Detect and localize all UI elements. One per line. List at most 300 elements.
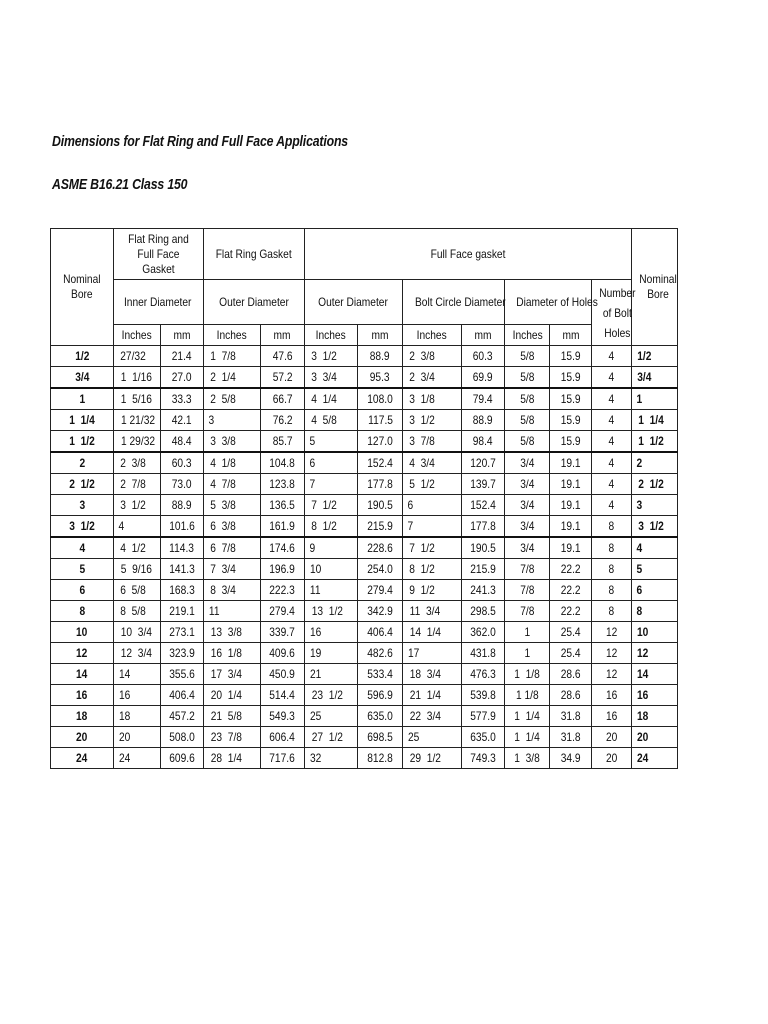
bolt-circle-inches-cell: 9 1/2: [403, 580, 462, 601]
bolt-circle-mm-cell: 749.3: [461, 748, 505, 769]
flat-ring-outer-diameter-mm-cell: 196.9: [261, 559, 305, 580]
table-row: [51, 410, 678, 431]
bolt-circle-mm-cell: 98.4: [461, 431, 505, 453]
inner-diameter-inches-cell: 8 5/8: [113, 601, 160, 622]
hole-diameter-inches-cell: 1 1/8: [505, 664, 550, 685]
hole-diameter-mm-cell: 25.4: [550, 622, 592, 643]
hole-diameter-mm-cell: 22.2: [550, 559, 592, 580]
flat-ring-outer-diameter-mm-cell: 66.7: [261, 388, 305, 410]
full-face-outer-diameter-inches-cell: 6: [304, 452, 357, 474]
header-inches: Inches: [505, 325, 550, 346]
full-face-outer-diameter-inches-cell: 11: [304, 580, 357, 601]
inner-diameter-mm-cell: 21.4: [160, 346, 203, 367]
header-full-face-gasket: Full Face gasket: [304, 229, 631, 280]
flat-ring-outer-diameter-mm-cell: 174.6: [261, 537, 305, 559]
hole-diameter-mm-cell: 19.1: [550, 474, 592, 495]
nominal-bore-cell: 8: [51, 601, 114, 622]
header-flat-ring-full-face: Flat Ring and Full Face Gasket: [113, 229, 203, 280]
flat-ring-outer-diameter-inches-cell: 2 5/8: [203, 388, 260, 410]
table-row: [51, 346, 678, 367]
full-face-outer-diameter-mm-cell: 254.0: [358, 559, 403, 580]
inner-diameter-mm-cell: 42.1: [160, 410, 203, 431]
bolt-circle-mm-cell: 69.9: [461, 367, 505, 389]
inner-diameter-mm-cell: 101.6: [160, 516, 203, 538]
hole-diameter-mm-cell: 28.6: [550, 664, 592, 685]
flat-ring-outer-diameter-inches-cell: 3: [203, 410, 260, 431]
header-mm: mm: [160, 325, 203, 346]
flat-ring-outer-diameter-inches-cell: 4 1/8: [203, 452, 260, 474]
hole-diameter-inches-cell: 1: [505, 622, 550, 643]
table-row: [51, 664, 678, 685]
bolt-circle-mm-cell: 241.3: [461, 580, 505, 601]
nominal-bore-cell: 14: [51, 664, 114, 685]
nominal-bore-cell: 3: [631, 495, 677, 516]
header-flat-ring-gasket: Flat Ring Gasket: [203, 229, 304, 280]
full-face-outer-diameter-inches-cell: 16: [304, 622, 357, 643]
full-face-outer-diameter-inches-cell: 9: [304, 537, 357, 559]
bolt-holes-count-cell: 8: [592, 516, 632, 538]
bolt-circle-inches-cell: 6: [403, 495, 462, 516]
bolt-holes-count-cell: 8: [592, 537, 632, 559]
bolt-circle-mm-cell: 177.8: [461, 516, 505, 538]
full-face-outer-diameter-inches-cell: 3 1/2: [304, 346, 357, 367]
inner-diameter-mm-cell: 273.1: [160, 622, 203, 643]
full-face-outer-diameter-inches-cell: 27 1/2: [304, 727, 357, 748]
inner-diameter-mm-cell: 168.3: [160, 580, 203, 601]
flat-ring-outer-diameter-mm-cell: 136.5: [261, 495, 305, 516]
inner-diameter-mm-cell: 48.4: [160, 431, 203, 453]
nominal-bore-cell: 1/2: [51, 346, 114, 367]
bolt-holes-count-cell: 20: [592, 748, 632, 769]
hole-diameter-inches-cell: 5/8: [505, 431, 550, 453]
nominal-bore-cell: 2 1/2: [631, 474, 677, 495]
nominal-bore-cell: 2: [631, 452, 677, 474]
hole-diameter-mm-cell: 31.8: [550, 706, 592, 727]
full-face-outer-diameter-inches-cell: 19: [304, 643, 357, 664]
bolt-holes-count-cell: 4: [592, 474, 632, 495]
flat-ring-outer-diameter-inches-cell: 8 3/4: [203, 580, 260, 601]
hole-diameter-inches-cell: 5/8: [505, 367, 550, 389]
nominal-bore-cell: 1: [51, 388, 114, 410]
header-inner-diameter: Inner Diameter: [113, 280, 203, 325]
inner-diameter-mm-cell: 609.6: [160, 748, 203, 769]
bolt-holes-count-cell: 12: [592, 664, 632, 685]
inner-diameter-mm-cell: 323.9: [160, 643, 203, 664]
nominal-bore-cell: 1: [631, 388, 677, 410]
inner-diameter-inches-cell: 4: [113, 516, 160, 538]
full-face-outer-diameter-mm-cell: 698.5: [358, 727, 403, 748]
bolt-circle-mm-cell: 362.0: [461, 622, 505, 643]
flat-ring-outer-diameter-inches-cell: 6 3/8: [203, 516, 260, 538]
table-row: [51, 367, 678, 389]
full-face-outer-diameter-mm-cell: 533.4: [358, 664, 403, 685]
inner-diameter-inches-cell: 1 21/32: [113, 410, 160, 431]
nominal-bore-cell: 3: [51, 495, 114, 516]
full-face-outer-diameter-mm-cell: 596.9: [358, 685, 403, 706]
bolt-circle-inches-cell: 25: [403, 727, 462, 748]
bolt-circle-mm-cell: 139.7: [461, 474, 505, 495]
inner-diameter-mm-cell: 219.1: [160, 601, 203, 622]
full-face-outer-diameter-mm-cell: 177.8: [358, 474, 403, 495]
header-mm: mm: [358, 325, 403, 346]
inner-diameter-inches-cell: 6 5/8: [113, 580, 160, 601]
bolt-holes-count-cell: 16: [592, 685, 632, 706]
hole-diameter-inches-cell: 3/4: [505, 495, 550, 516]
header-inches: Inches: [113, 325, 160, 346]
flat-ring-outer-diameter-inches-cell: 17 3/4: [203, 664, 260, 685]
hole-diameter-mm-cell: 19.1: [550, 452, 592, 474]
full-face-outer-diameter-inches-cell: 13 1/2: [304, 601, 357, 622]
full-face-outer-diameter-mm-cell: 88.9: [358, 346, 403, 367]
bolt-holes-count-cell: 12: [592, 622, 632, 643]
header-outer-diameter-full-face: Outer Diameter: [304, 280, 402, 325]
bolt-holes-count-cell: 12: [592, 643, 632, 664]
hole-diameter-inches-cell: 3/4: [505, 452, 550, 474]
inner-diameter-mm-cell: 508.0: [160, 727, 203, 748]
inner-diameter-mm-cell: 114.3: [160, 537, 203, 559]
full-face-outer-diameter-inches-cell: 32: [304, 748, 357, 769]
inner-diameter-mm-cell: 457.2: [160, 706, 203, 727]
nominal-bore-cell: 1 1/4: [51, 410, 114, 431]
nominal-bore-cell: 5: [631, 559, 677, 580]
full-face-outer-diameter-mm-cell: 152.4: [358, 452, 403, 474]
full-face-outer-diameter-inches-cell: 10: [304, 559, 357, 580]
header-mm: mm: [261, 325, 305, 346]
hole-diameter-inches-cell: 1: [505, 643, 550, 664]
hole-diameter-inches-cell: 3/4: [505, 537, 550, 559]
inner-diameter-inches-cell: 3 1/2: [113, 495, 160, 516]
flat-ring-outer-diameter-inches-cell: 13 3/8: [203, 622, 260, 643]
hole-diameter-inches-cell: 1 3/8: [505, 748, 550, 769]
flat-ring-outer-diameter-inches-cell: 3 3/8: [203, 431, 260, 453]
bolt-holes-count-cell: 16: [592, 706, 632, 727]
table-row: [51, 452, 678, 474]
flat-ring-outer-diameter-inches-cell: 20 1/4: [203, 685, 260, 706]
bolt-circle-mm-cell: 431.8: [461, 643, 505, 664]
header-inches: Inches: [403, 325, 462, 346]
inner-diameter-inches-cell: 20: [113, 727, 160, 748]
bolt-circle-inches-cell: 14 1/4: [403, 622, 462, 643]
hole-diameter-inches-cell: 1 1/4: [505, 727, 550, 748]
nominal-bore-cell: 4: [51, 537, 114, 559]
hole-diameter-mm-cell: 15.9: [550, 346, 592, 367]
dimensions-table: [50, 228, 678, 769]
nominal-bore-cell: 10: [631, 622, 677, 643]
hole-diameter-mm-cell: 15.9: [550, 431, 592, 453]
bolt-circle-inches-cell: 8 1/2: [403, 559, 462, 580]
full-face-outer-diameter-inches-cell: 7 1/2: [304, 495, 357, 516]
nominal-bore-cell: 18: [631, 706, 677, 727]
flat-ring-outer-diameter-mm-cell: 279.4: [261, 601, 305, 622]
inner-diameter-mm-cell: 355.6: [160, 664, 203, 685]
flat-ring-outer-diameter-inches-cell: 7 3/4: [203, 559, 260, 580]
full-face-outer-diameter-mm-cell: 190.5: [358, 495, 403, 516]
full-face-outer-diameter-inches-cell: 25: [304, 706, 357, 727]
bolt-circle-mm-cell: 539.8: [461, 685, 505, 706]
inner-diameter-inches-cell: 12 3/4: [113, 643, 160, 664]
bolt-circle-inches-cell: 5 1/2: [403, 474, 462, 495]
full-face-outer-diameter-mm-cell: 482.6: [358, 643, 403, 664]
hole-diameter-inches-cell: 5/8: [505, 410, 550, 431]
bolt-holes-count-cell: 4: [592, 452, 632, 474]
hole-diameter-mm-cell: 15.9: [550, 410, 592, 431]
full-face-outer-diameter-mm-cell: 228.6: [358, 537, 403, 559]
flat-ring-outer-diameter-inches-cell: 23 7/8: [203, 727, 260, 748]
nominal-bore-cell: 24: [51, 748, 114, 769]
inner-diameter-inches-cell: 27/32: [113, 346, 160, 367]
table-row: [51, 706, 678, 727]
table-row: [51, 516, 678, 538]
hole-diameter-mm-cell: 25.4: [550, 643, 592, 664]
flat-ring-outer-diameter-mm-cell: 717.6: [261, 748, 305, 769]
page-title: Dimensions for Flat Ring and Full Face Applications: [52, 133, 348, 150]
full-face-outer-diameter-inches-cell: 23 1/2: [304, 685, 357, 706]
nominal-bore-cell: 6: [51, 580, 114, 601]
bolt-circle-mm-cell: 635.0: [461, 727, 505, 748]
flat-ring-outer-diameter-inches-cell: 11: [203, 601, 260, 622]
inner-diameter-mm-cell: 60.3: [160, 452, 203, 474]
table-row: [51, 601, 678, 622]
bolt-holes-count-cell: 4: [592, 388, 632, 410]
bolt-circle-mm-cell: 79.4: [461, 388, 505, 410]
hole-diameter-mm-cell: 28.6: [550, 685, 592, 706]
bolt-circle-mm-cell: 215.9: [461, 559, 505, 580]
flat-ring-outer-diameter-mm-cell: 450.9: [261, 664, 305, 685]
nominal-bore-cell: 16: [631, 685, 677, 706]
full-face-outer-diameter-mm-cell: 635.0: [358, 706, 403, 727]
nominal-bore-cell: 6: [631, 580, 677, 601]
bolt-circle-mm-cell: 577.9: [461, 706, 505, 727]
bolt-circle-inches-cell: 3 1/2: [403, 410, 462, 431]
bolt-circle-mm-cell: 298.5: [461, 601, 505, 622]
header-bolt-circle-diameter: Bolt Circle Diameter: [403, 280, 505, 325]
hole-diameter-mm-cell: 15.9: [550, 367, 592, 389]
header-nominal-bore-right: Nominal Bore: [631, 229, 677, 346]
table-row: [51, 537, 678, 559]
flat-ring-outer-diameter-mm-cell: 57.2: [261, 367, 305, 389]
bolt-circle-inches-cell: 2 3/8: [403, 346, 462, 367]
bolt-circle-mm-cell: 190.5: [461, 537, 505, 559]
hole-diameter-inches-cell: 5/8: [505, 346, 550, 367]
bolt-holes-count-cell: 4: [592, 367, 632, 389]
inner-diameter-mm-cell: 88.9: [160, 495, 203, 516]
inner-diameter-mm-cell: 141.3: [160, 559, 203, 580]
nominal-bore-cell: 24: [631, 748, 677, 769]
inner-diameter-inches-cell: 16: [113, 685, 160, 706]
flat-ring-outer-diameter-mm-cell: 123.8: [261, 474, 305, 495]
inner-diameter-mm-cell: 27.0: [160, 367, 203, 389]
flat-ring-outer-diameter-mm-cell: 85.7: [261, 431, 305, 453]
bolt-circle-inches-cell: 21 1/4: [403, 685, 462, 706]
bolt-holes-count-cell: 20: [592, 727, 632, 748]
full-face-outer-diameter-mm-cell: 127.0: [358, 431, 403, 453]
hole-diameter-inches-cell: 7/8: [505, 580, 550, 601]
bolt-circle-inches-cell: 22 3/4: [403, 706, 462, 727]
bolt-circle-mm-cell: 88.9: [461, 410, 505, 431]
nominal-bore-cell: 1 1/4: [631, 410, 677, 431]
nominal-bore-cell: 1 1/2: [631, 431, 677, 453]
flat-ring-outer-diameter-mm-cell: 104.8: [261, 452, 305, 474]
full-face-outer-diameter-inches-cell: 3 3/4: [304, 367, 357, 389]
nominal-bore-cell: 8: [631, 601, 677, 622]
hole-diameter-inches-cell: 3/4: [505, 516, 550, 538]
nominal-bore-cell: 3/4: [51, 367, 114, 389]
flat-ring-outer-diameter-mm-cell: 409.6: [261, 643, 305, 664]
bolt-holes-count-cell: 8: [592, 601, 632, 622]
nominal-bore-cell: 2 1/2: [51, 474, 114, 495]
flat-ring-outer-diameter-inches-cell: 16 1/8: [203, 643, 260, 664]
bolt-circle-inches-cell: 3 1/8: [403, 388, 462, 410]
inner-diameter-inches-cell: 5 9/16: [113, 559, 160, 580]
flat-ring-outer-diameter-inches-cell: 6 7/8: [203, 537, 260, 559]
hole-diameter-inches-cell: 5/8: [505, 388, 550, 410]
flat-ring-outer-diameter-mm-cell: 549.3: [261, 706, 305, 727]
table-row: [51, 559, 678, 580]
hole-diameter-mm-cell: 34.9: [550, 748, 592, 769]
bolt-holes-count-cell: 4: [592, 410, 632, 431]
page-subtitle: ASME B16.21 Class 150: [52, 176, 188, 193]
bolt-holes-count-cell: 4: [592, 495, 632, 516]
table-row: [51, 643, 678, 664]
header-inches: Inches: [304, 325, 357, 346]
flat-ring-outer-diameter-mm-cell: 76.2: [261, 410, 305, 431]
nominal-bore-cell: 2: [51, 452, 114, 474]
table-row: [51, 748, 678, 769]
bolt-circle-inches-cell: 4 3/4: [403, 452, 462, 474]
hole-diameter-inches-cell: 7/8: [505, 601, 550, 622]
bolt-circle-inches-cell: 18 3/4: [403, 664, 462, 685]
hole-diameter-mm-cell: 19.1: [550, 537, 592, 559]
flat-ring-outer-diameter-mm-cell: 514.4: [261, 685, 305, 706]
nominal-bore-cell: 5: [51, 559, 114, 580]
full-face-outer-diameter-mm-cell: 812.8: [358, 748, 403, 769]
flat-ring-outer-diameter-mm-cell: 47.6: [261, 346, 305, 367]
full-face-outer-diameter-inches-cell: 8 1/2: [304, 516, 357, 538]
nominal-bore-cell: 18: [51, 706, 114, 727]
nominal-bore-cell: 1/2: [631, 346, 677, 367]
inner-diameter-mm-cell: 33.3: [160, 388, 203, 410]
inner-diameter-mm-cell: 73.0: [160, 474, 203, 495]
header-outer-diameter-flat-ring: Outer Diameter: [203, 280, 304, 325]
header-inches: Inches: [203, 325, 260, 346]
table-row: [51, 388, 678, 410]
bolt-circle-inches-cell: 11 3/4: [403, 601, 462, 622]
hole-diameter-mm-cell: 31.8: [550, 727, 592, 748]
table-body: [51, 346, 678, 769]
bolt-circle-inches-cell: 3 7/8: [403, 431, 462, 453]
nominal-bore-cell: 20: [51, 727, 114, 748]
nominal-bore-cell: 10: [51, 622, 114, 643]
bolt-holes-count-cell: 4: [592, 346, 632, 367]
hole-diameter-mm-cell: 15.9: [550, 388, 592, 410]
table-row: [51, 495, 678, 516]
full-face-outer-diameter-inches-cell: 7: [304, 474, 357, 495]
full-face-outer-diameter-inches-cell: 21: [304, 664, 357, 685]
full-face-outer-diameter-mm-cell: 406.4: [358, 622, 403, 643]
full-face-outer-diameter-inches-cell: 5: [304, 431, 357, 453]
bolt-circle-inches-cell: 29 1/2: [403, 748, 462, 769]
nominal-bore-cell: 20: [631, 727, 677, 748]
header-nominal-bore-left: Nominal Bore: [51, 229, 114, 346]
nominal-bore-cell: 3/4: [631, 367, 677, 389]
table-row: [51, 727, 678, 748]
flat-ring-outer-diameter-mm-cell: 339.7: [261, 622, 305, 643]
flat-ring-outer-diameter-inches-cell: 28 1/4: [203, 748, 260, 769]
hole-diameter-mm-cell: 19.1: [550, 495, 592, 516]
bolt-circle-mm-cell: 152.4: [461, 495, 505, 516]
hole-diameter-mm-cell: 22.2: [550, 580, 592, 601]
bolt-circle-mm-cell: 120.7: [461, 452, 505, 474]
full-face-outer-diameter-mm-cell: 215.9: [358, 516, 403, 538]
inner-diameter-inches-cell: 2 3/8: [113, 452, 160, 474]
table-row: [51, 685, 678, 706]
full-face-outer-diameter-inches-cell: 4 5/8: [304, 410, 357, 431]
full-face-outer-diameter-mm-cell: 342.9: [358, 601, 403, 622]
bolt-circle-inches-cell: 2 3/4: [403, 367, 462, 389]
header-mm: mm: [461, 325, 505, 346]
inner-diameter-inches-cell: 1 5/16: [113, 388, 160, 410]
bolt-circle-inches-cell: 7 1/2: [403, 537, 462, 559]
nominal-bore-cell: 12: [631, 643, 677, 664]
hole-diameter-inches-cell: 1 1/8: [505, 685, 550, 706]
bolt-circle-mm-cell: 60.3: [461, 346, 505, 367]
bolt-circle-inches-cell: 7: [403, 516, 462, 538]
full-face-outer-diameter-mm-cell: 95.3: [358, 367, 403, 389]
nominal-bore-cell: 12: [51, 643, 114, 664]
bolt-holes-count-cell: 8: [592, 559, 632, 580]
inner-diameter-inches-cell: 24: [113, 748, 160, 769]
flat-ring-outer-diameter-inches-cell: 1 7/8: [203, 346, 260, 367]
inner-diameter-inches-cell: 14: [113, 664, 160, 685]
inner-diameter-inches-cell: 1 29/32: [113, 431, 160, 453]
flat-ring-outer-diameter-inches-cell: 5 3/8: [203, 495, 260, 516]
nominal-bore-cell: 3 1/2: [631, 516, 677, 538]
table-row: [51, 622, 678, 643]
header-mm: mm: [550, 325, 592, 346]
hole-diameter-inches-cell: 1 1/4: [505, 706, 550, 727]
inner-diameter-mm-cell: 406.4: [160, 685, 203, 706]
header-number-of-bolt-holes: Number of Bolt Holes: [592, 280, 632, 346]
inner-diameter-inches-cell: 4 1/2: [113, 537, 160, 559]
full-face-outer-diameter-mm-cell: 108.0: [358, 388, 403, 410]
nominal-bore-cell: 14: [631, 664, 677, 685]
header-diameter-of-holes: Diameter of Holes: [505, 280, 592, 325]
table-row: [51, 580, 678, 601]
hole-diameter-inches-cell: 3/4: [505, 474, 550, 495]
hole-diameter-mm-cell: 22.2: [550, 601, 592, 622]
bolt-holes-count-cell: 4: [592, 431, 632, 453]
hole-diameter-inches-cell: 7/8: [505, 559, 550, 580]
flat-ring-outer-diameter-mm-cell: 222.3: [261, 580, 305, 601]
nominal-bore-cell: 1 1/2: [51, 431, 114, 453]
inner-diameter-inches-cell: 2 7/8: [113, 474, 160, 495]
full-face-outer-diameter-mm-cell: 279.4: [358, 580, 403, 601]
nominal-bore-cell: 3 1/2: [51, 516, 114, 538]
table-row: [51, 431, 678, 453]
bolt-circle-inches-cell: 17: [403, 643, 462, 664]
nominal-bore-cell: 16: [51, 685, 114, 706]
hole-diameter-mm-cell: 19.1: [550, 516, 592, 538]
inner-diameter-inches-cell: 18: [113, 706, 160, 727]
full-face-outer-diameter-inches-cell: 4 1/4: [304, 388, 357, 410]
inner-diameter-inches-cell: 1 1/16: [113, 367, 160, 389]
table-row: [51, 474, 678, 495]
flat-ring-outer-diameter-mm-cell: 606.4: [261, 727, 305, 748]
full-face-outer-diameter-mm-cell: 117.5: [358, 410, 403, 431]
flat-ring-outer-diameter-mm-cell: 161.9: [261, 516, 305, 538]
flat-ring-outer-diameter-inches-cell: 21 5/8: [203, 706, 260, 727]
flat-ring-outer-diameter-inches-cell: 4 7/8: [203, 474, 260, 495]
